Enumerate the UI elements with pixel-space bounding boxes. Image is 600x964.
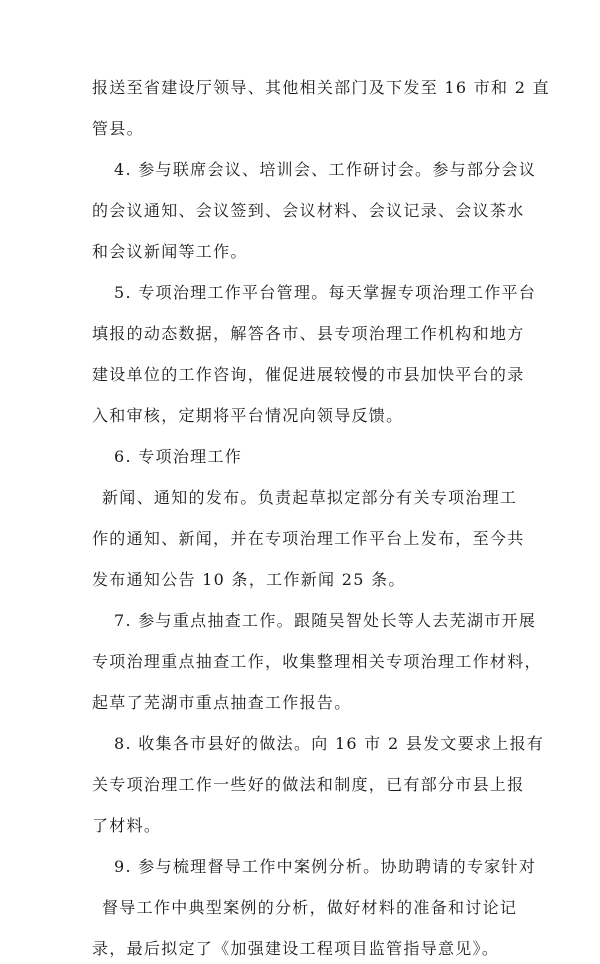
text-line: 发布通知公告 10 条，工作新闻 25 条。 — [92, 570, 406, 589]
paragraph-heading-6: 6. 专项治理工作 — [114, 447, 243, 466]
text-line: 作的通知、新闻，并在专项治理工作平台上发布，至今共 — [92, 529, 525, 548]
text-line: 督导工作中典型案例的分析，做好材料的准备和讨论记 — [102, 898, 518, 917]
paragraph-heading-9: 9. 参与梳理督导工作中案例分析。协助聘请的专家针对 — [114, 857, 537, 876]
text-line: 填报的动态数据，解答各市、县专项治理工作机构和地方 — [92, 324, 525, 343]
text-line: 了材料。 — [92, 816, 162, 835]
text-line: 和会议新闻等工作。 — [92, 242, 248, 261]
text-line: 的会议通知、会议签到、会议材料、会议记录、会议茶水 — [92, 201, 525, 220]
text-line: 报送至省建设厅领导、其他相关部门及下发至 16 市和 2 直 — [92, 78, 550, 97]
text-line: 管县。 — [92, 119, 144, 138]
text-line: 起草了芜湖市重点抽查工作报告。 — [92, 693, 352, 712]
paragraph-heading-8: 8. 收集各市县好的做法。向 16 市 2 县发文要求上报有 — [114, 734, 545, 753]
text-line: 新闻、通知的发布。负责起草拟定部分有关专项治理工 — [102, 488, 518, 507]
text-line: 入和审核，定期将平台情况向领导反馈。 — [92, 406, 404, 425]
text-line: 录，最后拟定了《加强建设工程项目监管指导意见》。 — [92, 939, 500, 958]
paragraph-heading-5: 5. 专项治理工作平台管理。每天掌握专项治理工作平台 — [114, 283, 537, 302]
text-line: 专项治理重点抽查工作，收集整理相关专项治理工作材料， — [92, 652, 542, 671]
text-line: 建设单位的工作咨询，催促进展较慢的市县加快平台的录 — [92, 365, 525, 384]
paragraph-heading-4: 4. 参与联席会议、培训会、工作研讨会。参与部分会议 — [114, 160, 537, 179]
text-line: 关专项治理工作一些好的做法和制度，已有部分市县上报 — [92, 775, 525, 794]
paragraph-heading-7: 7. 参与重点抽查工作。跟随吴智处长等人去芜湖市开展 — [114, 611, 537, 630]
